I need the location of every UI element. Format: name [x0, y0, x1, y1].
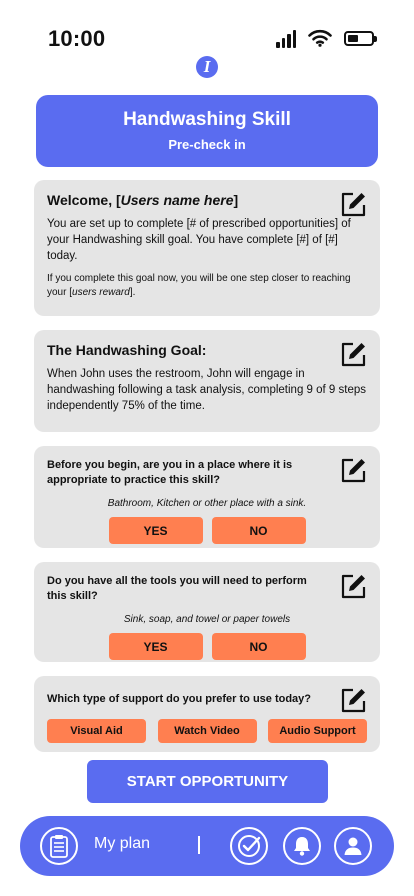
- tools-answer-row: [47, 633, 367, 660]
- audio-support-button[interactable]: Audio Support: [268, 719, 367, 743]
- goal-title: The Handwashing Goal:: [47, 342, 207, 358]
- place-no-button[interactable]: NO: [212, 517, 306, 544]
- edit-icon[interactable]: [340, 572, 368, 600]
- page-subtitle: Pre-check in: [168, 137, 246, 152]
- watch-video-button[interactable]: Watch Video: [158, 719, 257, 743]
- tools-yes-button[interactable]: YES: [109, 633, 203, 660]
- edit-icon[interactable]: [340, 190, 368, 218]
- clipboard-icon: [49, 834, 69, 858]
- welcome-card: [34, 180, 380, 316]
- tab-divider: [198, 836, 200, 854]
- status-time: 10:00: [48, 26, 106, 51]
- page-title: Handwashing Skill: [123, 109, 291, 130]
- place-check-card: [34, 446, 380, 548]
- status-bar: [0, 0, 414, 60]
- welcome-reward: If you complete this goal now, you will be one step closer to reaching your [users reward].: [47, 273, 351, 298]
- tab-my-plan[interactable]: [40, 827, 78, 865]
- battery-icon: [344, 31, 374, 46]
- goal-card: [34, 330, 380, 432]
- check-circle-icon: [236, 833, 262, 859]
- welcome-body: You are set up to complete [# of prescribed opportunities] of your Handwashing skill goal. You have complete [#] of [#] today.: [47, 218, 351, 262]
- support-options: [47, 719, 367, 743]
- tab-progress[interactable]: [230, 827, 268, 865]
- edit-icon[interactable]: [340, 686, 368, 714]
- tools-no-button[interactable]: NO: [212, 633, 306, 660]
- tab-notifications[interactable]: [283, 827, 321, 865]
- place-hint: Bathroom, Kitchen or other place with a sink.: [107, 498, 307, 509]
- info-icon[interactable]: I: [196, 56, 218, 78]
- tab-my-plan-label[interactable]: My plan: [94, 835, 151, 852]
- wifi-icon: [308, 29, 332, 47]
- tab-profile[interactable]: [334, 827, 372, 865]
- tab-bar: [20, 816, 394, 876]
- tools-hint: Sink, soap, and towel or paper towels: [123, 614, 291, 625]
- goal-body: When John uses the restroom, John will engage in handwashing following a task analysis, completing 9 of 9 steps independently 75% of the time.: [47, 368, 366, 412]
- status-icons: [276, 28, 374, 48]
- start-opportunity-button[interactable]: START OPPORTUNITY: [87, 760, 328, 803]
- welcome-greeting: Welcome, [Users name here]: [47, 192, 239, 208]
- place-yes-button[interactable]: YES: [109, 517, 203, 544]
- user-name: Users name here: [120, 192, 234, 208]
- edit-icon[interactable]: [340, 456, 368, 484]
- page-header: [36, 95, 378, 167]
- reward-name: users reward: [72, 287, 130, 298]
- tools-check-card: [34, 562, 380, 662]
- visual-aid-button[interactable]: Visual Aid: [47, 719, 146, 743]
- edit-icon[interactable]: [340, 340, 368, 368]
- place-question: Before you begin, are you in a place where it is appropriate to practice this skill?: [47, 459, 293, 486]
- place-answer-row: [47, 517, 367, 544]
- bell-icon: [291, 835, 313, 857]
- user-icon: [342, 835, 364, 857]
- signal-icon: [276, 28, 296, 48]
- support-question: Which type of support do you prefer to use today?: [47, 693, 312, 705]
- support-card: [34, 676, 380, 752]
- tools-question: Do you have all the tools you will need to perform this skill?: [47, 575, 307, 602]
